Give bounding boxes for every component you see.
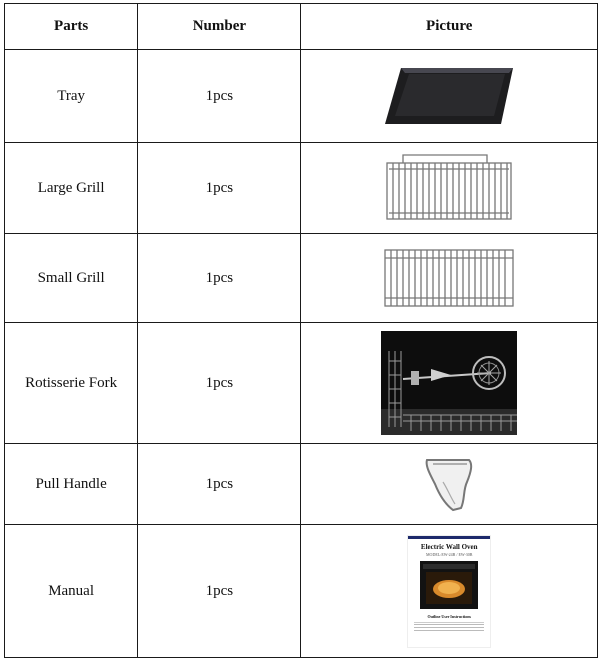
pull-handle-icon — [301, 454, 597, 514]
manual-instructions: Outline User Instructions — [427, 613, 471, 619]
large-grill-icon — [301, 153, 597, 223]
part-name: Small Grill — [5, 234, 138, 323]
header-parts: Parts — [5, 4, 138, 50]
manual-cover-image — [301, 536, 597, 647]
tray-icon — [301, 64, 597, 128]
rotisserie-fork-photo — [301, 331, 597, 435]
part-name: Large Grill — [5, 143, 138, 234]
table-row — [5, 525, 598, 658]
part-number: 1pcs — [138, 323, 301, 444]
manual-model: MODEL:EW-24B / EW-30B — [426, 551, 473, 557]
part-number: 1pcs — [138, 143, 301, 234]
table-row — [5, 50, 598, 143]
manual-title: Electric Wall Oven — [420, 542, 478, 551]
small-grill-icon — [301, 246, 597, 310]
table-row — [5, 444, 598, 525]
part-name: Manual — [5, 525, 138, 658]
header-picture: Picture — [301, 4, 598, 50]
header-row — [5, 4, 598, 50]
manual-fine-print — [414, 622, 484, 631]
table-row — [5, 234, 598, 323]
table-row — [5, 323, 598, 444]
table-row — [5, 143, 598, 234]
header-number: Number — [138, 4, 301, 50]
parts-table — [4, 3, 598, 658]
part-name: Tray — [5, 50, 138, 143]
part-number: 1pcs — [138, 234, 301, 323]
part-name: Pull Handle — [5, 444, 138, 525]
part-number: 1pcs — [138, 50, 301, 143]
part-name: Rotisserie Fork — [5, 323, 138, 444]
part-number: 1pcs — [138, 444, 301, 525]
part-number: 1pcs — [138, 525, 301, 658]
